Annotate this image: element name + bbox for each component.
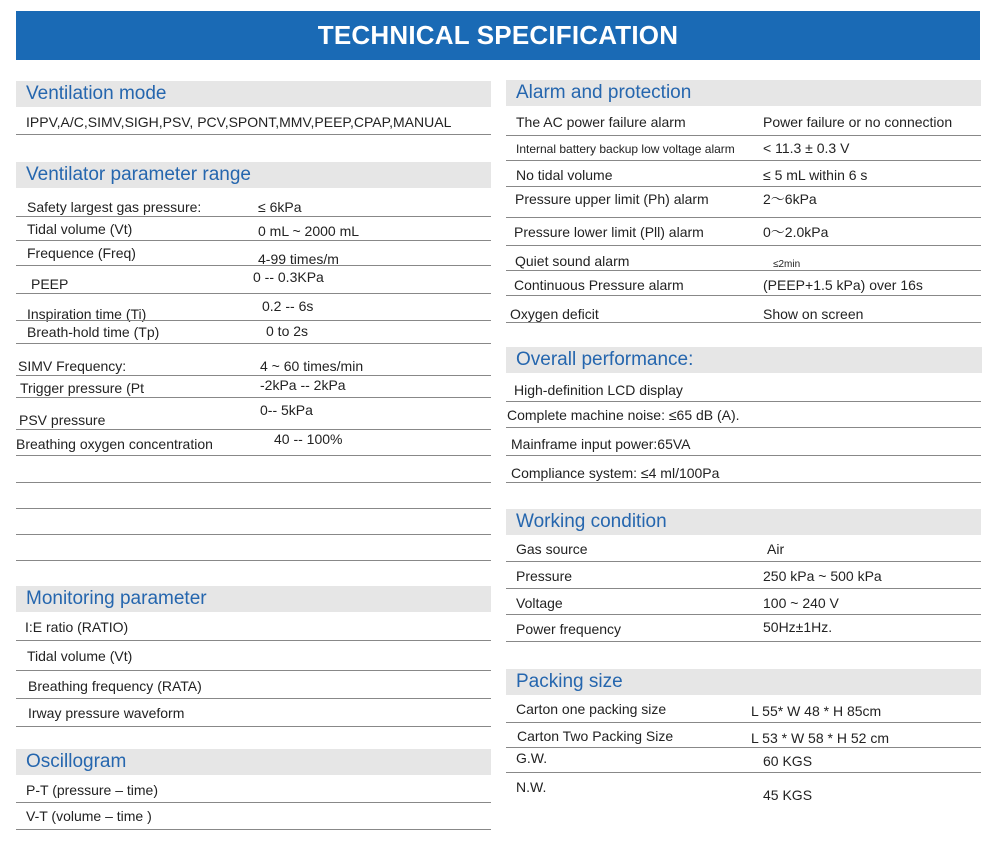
packing-label: G.W. bbox=[516, 750, 548, 766]
packing-label: N.W. bbox=[516, 779, 547, 795]
param-label: Frequence (Freq) bbox=[27, 245, 136, 261]
row-divider bbox=[16, 375, 491, 376]
row-divider bbox=[16, 455, 491, 456]
row-divider bbox=[506, 295, 981, 296]
param-value: 0.2 -- 6s bbox=[262, 298, 314, 314]
row-divider bbox=[506, 401, 981, 402]
ventilation-mode-heading: Ventilation mode bbox=[16, 81, 491, 107]
row-divider bbox=[16, 802, 491, 803]
row-divider bbox=[506, 427, 981, 428]
performance-heading: Overall performance: bbox=[506, 347, 982, 373]
row-divider bbox=[506, 772, 981, 773]
param-label: PEEP bbox=[31, 276, 69, 292]
parameter-range-heading: Ventilator parameter range bbox=[16, 162, 491, 188]
row-divider bbox=[506, 245, 981, 246]
row-divider bbox=[16, 429, 491, 430]
monitoring-item: Tidal volume (Vt) bbox=[27, 648, 133, 664]
oscillogram-heading: Oscillogram bbox=[16, 749, 491, 775]
packing-label: Carton Two Packing Size bbox=[517, 728, 674, 744]
performance-item: Mainframe input power:65VA bbox=[511, 436, 691, 452]
alarm-label: The AC power failure alarm bbox=[516, 114, 686, 130]
alarm-label: Continuous Pressure alarm bbox=[514, 277, 684, 293]
row-divider bbox=[506, 722, 981, 723]
row-divider bbox=[16, 293, 491, 294]
row-divider bbox=[16, 320, 491, 321]
row-divider bbox=[506, 455, 981, 456]
row-divider bbox=[506, 641, 981, 642]
monitoring-item: Irway pressure waveform bbox=[28, 705, 185, 721]
param-value: 40 -- 100% bbox=[274, 431, 343, 447]
row-divider bbox=[16, 343, 491, 344]
monitoring-item: I:E ratio (RATIO) bbox=[25, 619, 129, 635]
alarm-value: 0～2.0kPa bbox=[763, 224, 829, 240]
param-label: PSV pressure bbox=[19, 412, 106, 428]
ventilation-modes: IPPV,A/C,SIMV,SIGH,PSV, PCV,SPONT,MMV,PEEP,CPAP,MANUAL bbox=[26, 114, 452, 130]
working-value: 250 kPa ~ 500 kPa bbox=[763, 568, 882, 584]
alarm-value: ≤2min bbox=[773, 259, 801, 270]
alarm-label: Pressure upper limit (Ph) alarm bbox=[515, 191, 709, 207]
row-divider bbox=[16, 698, 491, 699]
row-divider bbox=[506, 614, 981, 615]
oscillogram-item: V-T (volume – time ) bbox=[26, 808, 152, 824]
row-divider bbox=[506, 270, 981, 271]
row-divider bbox=[506, 217, 981, 218]
alarm-value: Show on screen bbox=[763, 306, 864, 322]
monitoring-item: Breathing frequency (RATA) bbox=[28, 678, 202, 694]
row-divider bbox=[16, 265, 491, 266]
row-divider bbox=[506, 160, 981, 161]
alarm-label: Oxygen deficit bbox=[510, 306, 599, 322]
oscillogram-item: P-T (pressure – time) bbox=[26, 782, 158, 798]
alarm-value: < 11.3 ± 0.3 V bbox=[763, 140, 850, 156]
row-divider bbox=[506, 186, 981, 187]
working-label: Pressure bbox=[516, 568, 573, 584]
working-value: Air bbox=[767, 541, 785, 557]
param-label: Tidal volume (Vt) bbox=[27, 221, 133, 237]
row-divider bbox=[16, 560, 491, 561]
working-label: Power frequency bbox=[516, 621, 622, 637]
packing-label: Carton one packing size bbox=[516, 701, 667, 717]
row-divider bbox=[506, 588, 981, 589]
alarm-value: 2～6kPa bbox=[763, 191, 817, 207]
param-value: 4-99 times/m bbox=[258, 251, 339, 267]
alarm-value: Power failure or no connection bbox=[763, 114, 953, 130]
packing-value: L 53 * W 58 * H 52 cm bbox=[751, 730, 889, 746]
param-label: SIMV Frequency: bbox=[18, 358, 127, 374]
param-value: 0 -- 0.3KPa bbox=[253, 269, 324, 285]
param-value: 0-- 5kPa bbox=[260, 402, 313, 418]
row-divider bbox=[16, 216, 491, 217]
row-divider bbox=[16, 534, 491, 535]
param-value: 0 to 2s bbox=[266, 323, 309, 339]
working-label: Voltage bbox=[516, 595, 563, 611]
row-divider bbox=[16, 240, 491, 241]
param-value: -2kPa -- 2kPa bbox=[260, 377, 346, 393]
performance-item: Compliance system: ≤4 ml/100Pa bbox=[511, 465, 720, 481]
alarm-heading: Alarm and protection bbox=[506, 80, 981, 106]
working-label: Gas source bbox=[516, 541, 588, 557]
param-label: Trigger pressure (Pt bbox=[20, 380, 144, 396]
row-divider bbox=[16, 508, 491, 509]
row-divider bbox=[506, 135, 981, 136]
row-divider bbox=[16, 640, 491, 641]
packing-value: L 55* W 48 * H 85cm bbox=[751, 703, 882, 719]
row-divider bbox=[16, 482, 491, 483]
row-divider bbox=[506, 747, 981, 748]
param-label: Safety largest gas pressure: bbox=[27, 199, 202, 215]
row-divider bbox=[16, 670, 491, 671]
row-divider bbox=[16, 134, 491, 135]
param-label: Breath-hold time (Tp) bbox=[27, 324, 160, 340]
title-banner bbox=[16, 11, 980, 60]
alarm-value: (PEEP+1.5 kPa) over 16s bbox=[763, 277, 923, 293]
param-value: ≤ 6kPa bbox=[258, 199, 302, 215]
param-label: Breathing oxygen concentration bbox=[16, 436, 213, 452]
row-divider bbox=[506, 561, 981, 562]
working-value: 100 ~ 240 V bbox=[763, 595, 839, 611]
alarm-label: Quiet sound alarm bbox=[515, 253, 630, 269]
row-divider bbox=[16, 726, 491, 727]
packing-value: 45 KGS bbox=[763, 787, 813, 803]
param-value: 0 mL ~ 2000 mL bbox=[258, 223, 360, 239]
working-heading: Working condition bbox=[506, 509, 981, 535]
performance-item: Complete machine noise: ≤65 dB (A). bbox=[507, 407, 740, 423]
packing-value: 60 KGS bbox=[763, 753, 813, 769]
packing-heading: Packing size bbox=[506, 669, 981, 695]
row-divider bbox=[506, 482, 981, 483]
row-divider bbox=[16, 829, 491, 830]
alarm-label: Internal battery backup low voltage alarm bbox=[516, 142, 735, 156]
alarm-value: ≤ 5 mL within 6 s bbox=[763, 167, 868, 183]
alarm-label: No tidal volume bbox=[516, 167, 613, 183]
page-title: TECHNICAL SPECIFICATION bbox=[317, 20, 679, 50]
row-divider bbox=[16, 397, 491, 398]
row-divider bbox=[506, 322, 981, 323]
param-value: 4 ~ 60 times/min bbox=[260, 358, 364, 374]
monitoring-heading: Monitoring parameter bbox=[16, 586, 491, 612]
alarm-label: Pressure lower limit (Pll) alarm bbox=[514, 224, 704, 240]
working-value: 50Hz±1Hz. bbox=[763, 619, 833, 635]
param-label: Inspiration time (Ti) bbox=[27, 306, 147, 322]
performance-item: High-definition LCD display bbox=[514, 382, 683, 398]
